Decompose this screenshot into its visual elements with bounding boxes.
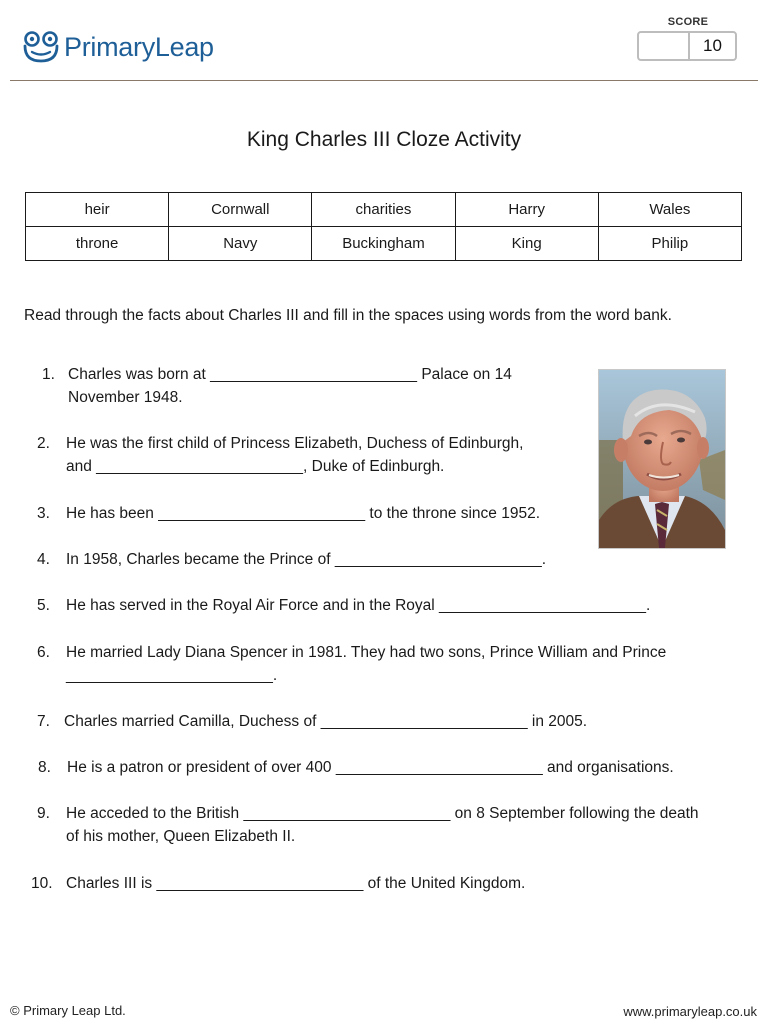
question-line: ________________________. bbox=[66, 667, 278, 684]
question-item bbox=[37, 594, 651, 617]
question-line: He was the first child of Princess Elizabeth, Duchess of Edinburgh, bbox=[66, 435, 524, 452]
primaryleap-logo bbox=[22, 28, 214, 66]
word-bank-cell: Wales bbox=[598, 193, 741, 227]
question-number: 9. bbox=[37, 805, 50, 822]
question-item bbox=[42, 363, 512, 409]
question-line: In 1958, Charles became the Prince of ________________________. bbox=[66, 551, 547, 568]
question-number: 10. bbox=[31, 875, 53, 892]
question-line: Charles married Camilla, Duchess of ________________________ in 2005. bbox=[64, 713, 588, 730]
question-number: 4. bbox=[37, 551, 50, 568]
question-line: He married Lady Diana Spencer in 1981. They had two sons, Prince William and Prince bbox=[66, 644, 667, 661]
word-bank-cell: Philip bbox=[598, 227, 741, 261]
word-bank-row bbox=[26, 227, 742, 261]
score-box bbox=[637, 31, 737, 61]
word-bank-cell: Cornwall bbox=[169, 193, 312, 227]
question-line: He acceded to the British ________________________ on 8 September following the death bbox=[66, 805, 699, 822]
logo-text: PrimaryLeap bbox=[64, 31, 214, 62]
question-line: He is a patron or president of over 400 ________________________ and organisations. bbox=[67, 759, 674, 776]
question-line: November 1948. bbox=[68, 389, 183, 406]
question-line: and ________________________, Duke of Edinburgh. bbox=[66, 458, 445, 475]
question-item bbox=[31, 872, 526, 895]
question-number: 3. bbox=[37, 505, 50, 522]
question-item bbox=[37, 548, 547, 571]
king-charles-photo bbox=[598, 369, 726, 549]
question-number: 2. bbox=[37, 435, 50, 452]
word-bank-cell: charities bbox=[312, 193, 455, 227]
word-bank-cell: throne bbox=[26, 227, 169, 261]
score-label: SCORE bbox=[667, 16, 709, 28]
frog-icon bbox=[22, 30, 60, 64]
question-line: Charles was born at ________________________ Palace on 14 bbox=[68, 366, 512, 383]
word-bank-cell: Buckingham bbox=[312, 227, 455, 261]
question-line: Charles III is ________________________ of the United Kingdom. bbox=[66, 875, 526, 892]
question-item bbox=[38, 756, 674, 779]
header-divider bbox=[10, 80, 758, 81]
question-number: 6. bbox=[37, 644, 50, 661]
instructions: Read through the facts about Charles III and fill in the spaces using words from the word bank. bbox=[24, 307, 672, 324]
question-number: 1. bbox=[42, 366, 55, 383]
question-number: 8. bbox=[38, 759, 51, 776]
word-bank-cell: King bbox=[455, 227, 598, 261]
word-bank-table bbox=[25, 192, 742, 261]
question-line: He has been ________________________ to the throne since 1952. bbox=[66, 505, 541, 522]
question-item bbox=[37, 802, 699, 848]
word-bank-row bbox=[26, 193, 742, 227]
question-item bbox=[37, 641, 667, 687]
word-bank-cell: heir bbox=[26, 193, 169, 227]
question-line: He has served in the Royal Air Force and in the Royal ________________________. bbox=[66, 597, 651, 614]
question-number: 7. bbox=[37, 713, 50, 730]
score-total: 10 bbox=[703, 36, 722, 55]
question-item bbox=[37, 710, 588, 733]
question-number: 5. bbox=[37, 597, 50, 614]
page-title: King Charles III Cloze Activity bbox=[246, 128, 522, 151]
question-item bbox=[37, 432, 524, 478]
score-input[interactable] bbox=[639, 33, 690, 59]
word-bank-cell: Harry bbox=[455, 193, 598, 227]
word-bank-cell: Navy bbox=[169, 227, 312, 261]
question-item bbox=[37, 502, 541, 525]
question-line: of his mother, Queen Elizabeth II. bbox=[66, 828, 296, 845]
footer-website-link[interactable]: www.primaryleap.co.uk bbox=[623, 1004, 757, 1019]
footer-copyright: © Primary Leap Ltd. bbox=[10, 1003, 126, 1018]
